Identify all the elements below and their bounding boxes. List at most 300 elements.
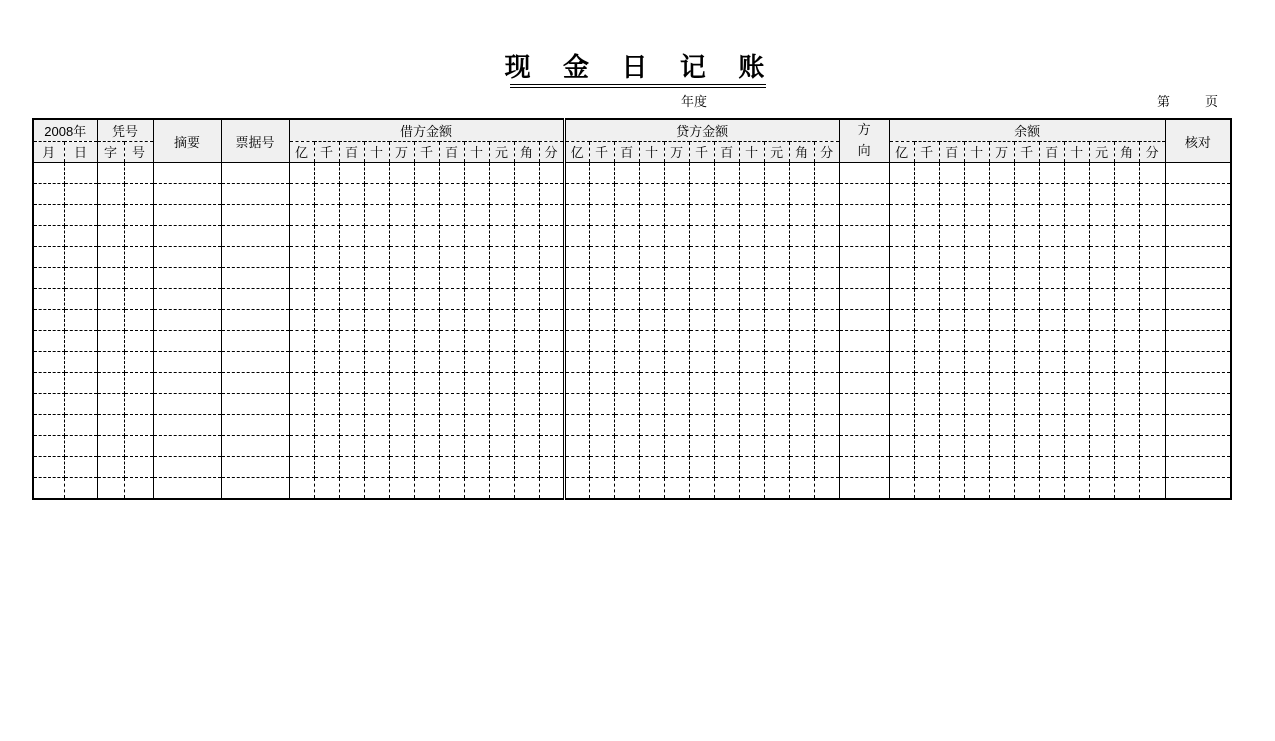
ledger-cell [1014,163,1039,184]
ledger-cell [614,373,639,394]
ledger-cell [839,163,889,184]
ledger-cell [989,415,1014,436]
ledger-cell [1039,373,1064,394]
ledger-cell [914,373,939,394]
ledger-cell [764,331,789,352]
ledger-cell [1064,205,1089,226]
ledger-cell [1014,289,1039,310]
ledger-cell [364,184,389,205]
ledger-cell [1014,184,1039,205]
ledger-cell [1089,310,1114,331]
ledger-cell [64,226,97,247]
ledger-cell [539,226,564,247]
header-row-1 [33,119,1231,141]
ledger-cell [489,247,514,268]
header-voucher: 凭号 [97,119,153,141]
ledger-cell [124,226,153,247]
ledger-cell [33,457,64,478]
ledger-cell [789,247,814,268]
ledger-cell [289,331,314,352]
ledger-cell [839,268,889,289]
ledger-cell [489,310,514,331]
ledger-cell [939,394,964,415]
ledger-cell [664,184,689,205]
header-digit-cell: 千 [914,141,939,162]
ledger-row [33,415,1231,436]
ledger-cell [614,247,639,268]
ledger-cell [639,352,664,373]
ledger-cell [514,478,539,499]
ledger-cell [153,436,221,457]
ledger-cell [564,289,589,310]
ledger-cell [414,268,439,289]
ledger-cell [1165,331,1231,352]
ledger-cell [439,415,464,436]
ledger-cell [289,289,314,310]
ledger-cell [1114,436,1139,457]
ledger-cell [314,268,339,289]
ledger-cell [1039,352,1064,373]
ledger-cell [339,436,364,457]
ledger-cell [789,205,814,226]
ledger-cell [64,478,97,499]
header-digit-cell: 分 [539,141,564,162]
ledger-cell [514,268,539,289]
ledger-cell [1064,394,1089,415]
ledger-cell [639,205,664,226]
ledger-cell [714,226,739,247]
ledger-cell [1089,478,1114,499]
ledger-cell [639,268,664,289]
ledger-cell [1114,457,1139,478]
ledger-cell [589,247,614,268]
ledger-cell [289,394,314,415]
ledger-cell [839,310,889,331]
ledger-cell [639,394,664,415]
ledger-cell [939,415,964,436]
ledger-cell [764,415,789,436]
ledger-cell [1114,163,1139,184]
ledger-cell [439,352,464,373]
ledger-cell [514,247,539,268]
ledger-cell [124,415,153,436]
ledger-cell [839,247,889,268]
ledger-cell [314,436,339,457]
ledger-cell [339,415,364,436]
ledger-cell [739,478,764,499]
ledger-cell [1039,394,1064,415]
ledger-cell [153,352,221,373]
header-digit-cell: 十 [364,141,389,162]
ledger-cell [389,226,414,247]
ledger-cell [814,205,839,226]
ledger-cell [914,415,939,436]
ledger-cell [1014,205,1039,226]
ledger-cell [814,163,839,184]
ledger-cell [539,394,564,415]
ledger-cell [389,478,414,499]
ledger-cell [414,205,439,226]
ledger-row [33,373,1231,394]
ledger-row [33,394,1231,415]
ledger-cell [1139,394,1165,415]
ledger-cell [97,415,124,436]
ledger-cell [939,478,964,499]
ledger-cell [889,331,914,352]
ledger-cell [814,415,839,436]
ledger-cell [1114,331,1139,352]
ledger-cell [1064,163,1089,184]
ledger-cell [764,310,789,331]
ledger-cell [33,436,64,457]
ledger-cell [97,352,124,373]
ledger-cell [221,394,289,415]
ledger-cell [989,184,1014,205]
ledger-cell [664,478,689,499]
ledger-cell [1014,436,1039,457]
ledger-cell [414,394,439,415]
ledger-cell [1089,394,1114,415]
ledger-cell [539,184,564,205]
ledger-cell [289,415,314,436]
ledger-cell [124,373,153,394]
ledger-cell [489,163,514,184]
ledger-cell [739,247,764,268]
header-digit-cell: 分 [1139,141,1165,162]
ledger-cell [414,310,439,331]
ledger-cell [564,373,589,394]
ledger-cell [364,205,389,226]
ledger-cell [33,184,64,205]
ledger-cell [314,478,339,499]
ledger-cell [64,163,97,184]
ledger-cell [489,373,514,394]
ledger-cell [153,310,221,331]
ledger-cell [889,247,914,268]
ledger-cell [689,163,714,184]
ledger-cell [939,310,964,331]
ledger-cell [1064,268,1089,289]
ledger-cell [153,289,221,310]
ledger-row [33,352,1231,373]
ledger-cell [914,205,939,226]
ledger-cell [814,289,839,310]
ledger-cell [33,226,64,247]
ledger-cell [589,373,614,394]
header-digit-cell: 亿 [289,141,314,162]
ledger-cell [714,436,739,457]
ledger-cell [689,184,714,205]
ledger-cell [564,457,589,478]
ledger-cell [564,247,589,268]
ledger-cell [489,226,514,247]
ledger-cell [221,373,289,394]
ledger-cell [814,394,839,415]
ledger-cell [221,205,289,226]
ledger-cell [639,310,664,331]
ledger-cell [789,373,814,394]
ledger-cell [539,289,564,310]
ledger-cell [564,394,589,415]
ledger-cell [614,226,639,247]
ledger-cell [124,289,153,310]
ledger-header [33,119,1231,163]
ledger-cell [639,331,664,352]
ledger-cell [64,394,97,415]
ledger-cell [939,289,964,310]
ledger-cell [1165,268,1231,289]
ledger-cell [989,310,1014,331]
ledger-cell [1139,331,1165,352]
ledger-cell [564,331,589,352]
ledger-body [33,163,1231,499]
ledger-cell [414,289,439,310]
ledger-cell [839,226,889,247]
ledger-cell [739,205,764,226]
ledger-cell [1114,415,1139,436]
ledger-cell [714,205,739,226]
ledger-cell [1165,184,1231,205]
ledger-cell [1064,457,1089,478]
ledger-cell [989,352,1014,373]
ledger-cell [539,457,564,478]
ledger-cell [364,331,389,352]
ledger-cell [1014,310,1039,331]
ledger-cell [64,184,97,205]
ledger-cell [539,436,564,457]
ledger-cell [664,373,689,394]
ledger-cell [364,163,389,184]
ledger-cell [639,478,664,499]
ledger-cell [1064,436,1089,457]
ledger-cell [1064,310,1089,331]
ledger-cell [964,394,989,415]
ledger-cell [414,436,439,457]
ledger-cell [989,457,1014,478]
ledger-cell [814,373,839,394]
ledger-cell [97,163,124,184]
ledger-cell [289,352,314,373]
ledger-cell [1114,247,1139,268]
ledger-cell [124,394,153,415]
ledger-cell [464,184,489,205]
ledger-cell [714,268,739,289]
header-digit-cell: 分 [814,141,839,162]
header-digit-cell: 十 [964,141,989,162]
ledger-cell [1139,247,1165,268]
ledger-cell [124,352,153,373]
ledger-cell [589,163,614,184]
ledger-cell [1139,352,1165,373]
ledger-cell [1089,457,1114,478]
ledger-cell [664,289,689,310]
ledger-cell [664,415,689,436]
ledger-cell [739,352,764,373]
ledger-cell [1089,331,1114,352]
ledger-cell [989,247,1014,268]
ledger-cell [389,436,414,457]
ledger-cell [514,436,539,457]
ledger-cell [539,352,564,373]
ledger-cell [1039,436,1064,457]
ledger-cell [414,163,439,184]
ledger-cell [64,310,97,331]
ledger-cell [739,394,764,415]
ledger-cell [64,268,97,289]
header-digit-cell: 万 [664,141,689,162]
ledger-cell [364,373,389,394]
header-sub-cell: 字 [97,141,124,162]
ledger-cell [939,247,964,268]
ledger-cell [964,478,989,499]
ledger-cell [614,478,639,499]
ledger-cell [514,394,539,415]
ledger-cell [714,247,739,268]
ledger-cell [289,226,314,247]
ledger-cell [414,373,439,394]
ledger-cell [789,394,814,415]
ledger-cell [739,373,764,394]
ledger-cell [814,268,839,289]
ledger-cell [514,289,539,310]
ledger-cell [839,436,889,457]
ledger-cell [221,331,289,352]
ledger-cell [514,184,539,205]
ledger-cell [664,352,689,373]
ledger-cell [714,478,739,499]
header-digit-cell: 千 [1014,141,1039,162]
ledger-cell [124,184,153,205]
ledger-row [33,331,1231,352]
ledger-cell [439,205,464,226]
ledger-cell [339,352,364,373]
ledger-cell [339,331,364,352]
ledger-cell [689,289,714,310]
ledger-cell [739,289,764,310]
ledger-cell [97,373,124,394]
ledger-cell [839,478,889,499]
ledger-cell [97,478,124,499]
ledger-cell [1139,310,1165,331]
ledger-cell [364,394,389,415]
ledger-cell [339,394,364,415]
ledger-cell [664,163,689,184]
ledger-cell [439,436,464,457]
ledger-cell [464,310,489,331]
ledger-cell [364,310,389,331]
ledger-cell [589,478,614,499]
ledger-cell [989,436,1014,457]
ledger-cell [1064,184,1089,205]
ledger-cell [221,226,289,247]
ledger-cell [64,352,97,373]
ledger-cell [1139,373,1165,394]
ledger-cell [1064,478,1089,499]
ledger-cell [1165,226,1231,247]
header-digit-cell: 千 [314,141,339,162]
ledger-cell [1039,247,1064,268]
ledger-cell [289,436,314,457]
ledger-cell [614,289,639,310]
ledger-cell [689,436,714,457]
ledger-cell [764,457,789,478]
ledger-cell [1165,478,1231,499]
ledger-cell [564,184,589,205]
ledger-cell [389,268,414,289]
ledger-cell [689,226,714,247]
ledger-cell [97,394,124,415]
ledger-cell [414,331,439,352]
ledger-cell [914,331,939,352]
ledger-cell [964,331,989,352]
ledger-cell [153,394,221,415]
ledger-cell [1139,205,1165,226]
ledger-row [33,226,1231,247]
ledger-cell [614,352,639,373]
ledger-cell [764,247,789,268]
ledger-cell [489,205,514,226]
ledger-cell [439,226,464,247]
ledger-cell [221,415,289,436]
ledger-cell [989,226,1014,247]
ledger-cell [364,289,389,310]
ledger-cell [364,415,389,436]
ledger-cell [664,205,689,226]
ledger-cell [939,352,964,373]
ledger-cell [153,205,221,226]
ledger-cell [464,226,489,247]
ledger-cell [839,352,889,373]
ledger-cell [153,226,221,247]
ledger-cell [614,205,639,226]
ledger-cell [914,268,939,289]
ledger-cell [914,478,939,499]
ledger-cell [439,331,464,352]
ledger-cell [414,415,439,436]
ledger-cell [914,289,939,310]
ledger-cell [764,289,789,310]
direction-stack [840,120,889,162]
ledger-cell [124,310,153,331]
header-digit-cell: 角 [789,141,814,162]
ledger-cell [1039,289,1064,310]
ledger-cell [714,163,739,184]
ledger-cell [414,184,439,205]
ledger-cell [814,436,839,457]
header-digit-cell: 万 [989,141,1014,162]
ledger-cell [789,415,814,436]
ledger-cell [1014,373,1039,394]
ledger-cell [664,331,689,352]
ledger-cell [889,226,914,247]
ledger-cell [389,247,414,268]
ledger-cell [514,205,539,226]
ledger-cell [589,415,614,436]
header-digit-cell: 亿 [564,141,589,162]
header-digit-cell: 千 [689,141,714,162]
ledger-cell [414,247,439,268]
ledger-cell [1165,289,1231,310]
ledger-cell [764,163,789,184]
ledger-cell [1139,163,1165,184]
ledger-cell [1014,352,1039,373]
header-sub-cell: 号 [124,141,153,162]
ledger-cell [1039,205,1064,226]
ledger-cell [539,205,564,226]
ledger-cell [639,457,664,478]
ledger-cell [689,331,714,352]
ledger-cell [714,457,739,478]
